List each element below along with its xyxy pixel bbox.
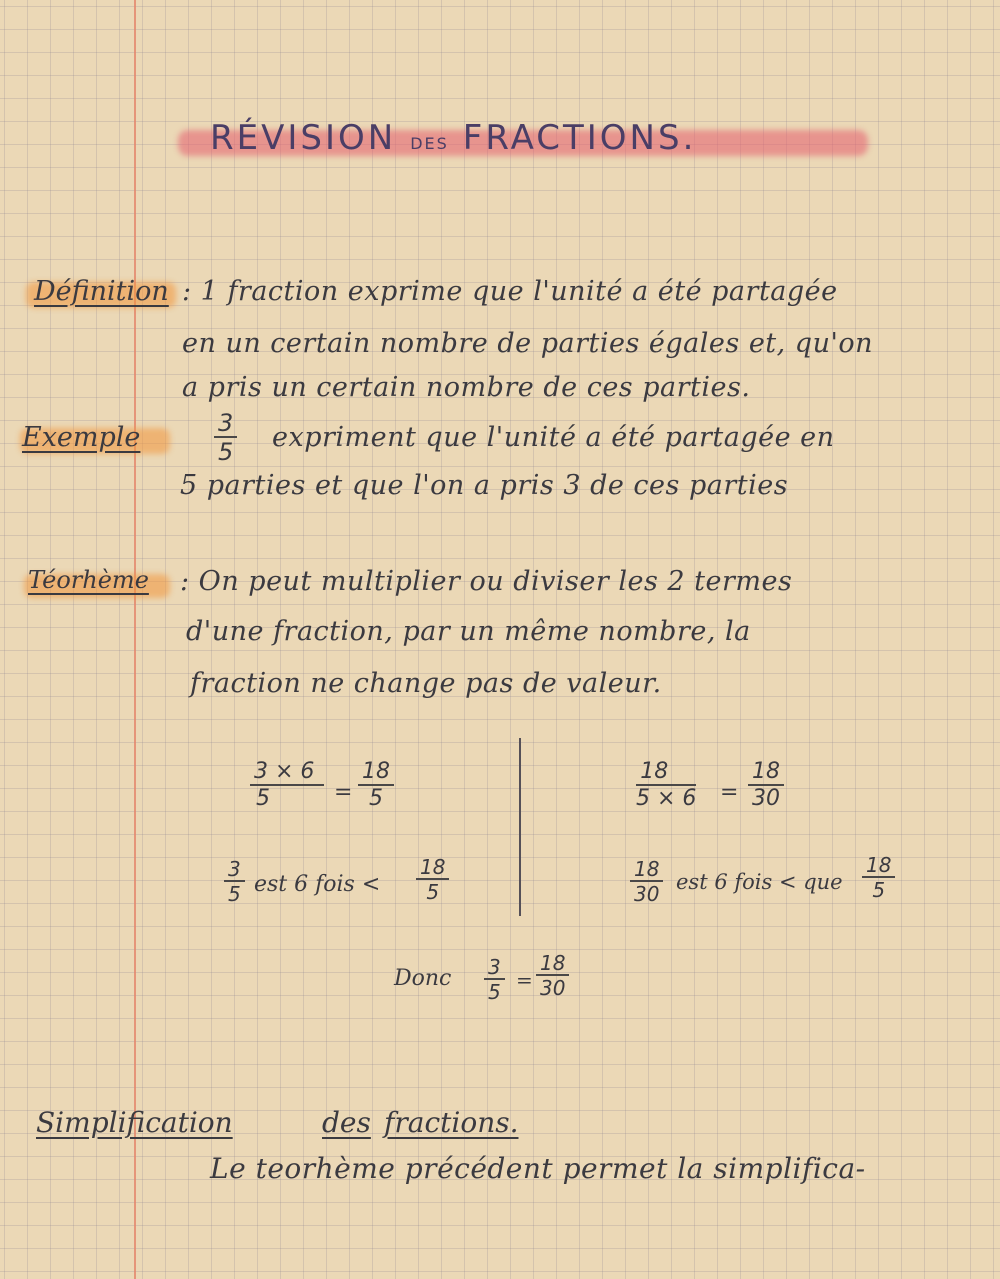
example-label: Exemple: [22, 422, 141, 453]
left-eq-result: [358, 760, 394, 813]
fraction-denominator: 30: [634, 882, 660, 906]
fraction-numerator: 18: [358, 760, 394, 786]
left-eq-sign: =: [334, 780, 353, 805]
definition-line-3: a pris un certain nombre de ces parties.: [182, 372, 751, 403]
conclusion-fraction: [484, 956, 505, 1004]
theorem-line-1: : On peut multiplier ou diviser les 2 termes: [180, 566, 793, 597]
left-eq-fraction: [250, 760, 324, 813]
simplification-heading-b: des: [322, 1106, 371, 1139]
page-title: [210, 118, 696, 158]
fraction-numerator: 3: [214, 410, 237, 438]
margin-line: [134, 0, 136, 1279]
fraction-denominator: 5: [228, 882, 241, 906]
definition-line-2: en un certain nombre de parties égales et, qu'on: [182, 328, 874, 359]
fraction-denominator: 5: [369, 786, 383, 812]
right-cmp-fraction: [630, 858, 663, 906]
fraction-numerator: 18: [536, 952, 569, 976]
title-middle: DES: [410, 134, 449, 153]
fraction-denominator: 5: [218, 438, 234, 467]
simplification-heading-a: Simplification: [36, 1106, 233, 1139]
fraction-numerator: 18: [748, 760, 784, 786]
conclusion-eq-sign: =: [516, 968, 533, 992]
fraction-denominator: 5: [488, 980, 501, 1004]
fraction-numerator: 18: [636, 760, 696, 786]
conclusion-text: Donc: [394, 966, 452, 991]
left-cmp-text: est 6 fois <: [254, 872, 381, 897]
simplification-heading-c: fractions.: [384, 1106, 519, 1139]
fraction-numerator: 18: [862, 854, 895, 878]
fraction-numerator: 3: [224, 858, 245, 882]
right-cmp-result: [862, 854, 895, 902]
fraction-numerator: 18: [630, 858, 663, 882]
right-eq-result: [748, 760, 784, 813]
fraction-denominator: 5 × 6: [636, 786, 697, 812]
fraction-denominator: 5: [256, 786, 270, 812]
title-end: FRACTIONS.: [462, 118, 697, 158]
left-cmp-result: [416, 856, 449, 904]
theorem-line-3: fraction ne change pas de valeur.: [190, 668, 662, 699]
right-cmp-text: est 6 fois < que: [676, 870, 843, 894]
example-line-1: expriment que l'unité a été partagée en: [272, 422, 835, 453]
right-eq-sign: =: [720, 780, 739, 805]
fraction-numerator: 3 × 6: [250, 760, 324, 786]
example-fraction: [214, 410, 237, 467]
fraction-denominator: 30: [540, 976, 566, 1000]
fraction-numerator: 3: [484, 956, 505, 980]
fraction-denominator: 30: [752, 786, 780, 812]
column-divider: [519, 738, 521, 916]
fraction-numerator: 18: [416, 856, 449, 880]
conclusion-result: [536, 952, 569, 1000]
left-cmp-fraction: [224, 858, 245, 906]
right-eq-fraction: [636, 760, 696, 813]
fraction-denominator: 5: [426, 880, 440, 904]
simplification-line: Le teorhème précédent permet la simplifica-: [210, 1152, 866, 1185]
theorem-line-2: d'une fraction, par un même nombre, la: [186, 616, 751, 647]
theorem-label: Téorhème: [28, 566, 149, 594]
title-main: RÉVISION: [210, 118, 397, 158]
definition-label: Définition: [34, 276, 169, 307]
definition-line-1: : 1 fraction exprime que l'unité a été partagée: [182, 276, 838, 307]
fraction-denominator: 5: [872, 878, 886, 902]
example-line-2: 5 parties et que l'on a pris 3 de ces parties: [180, 470, 789, 501]
